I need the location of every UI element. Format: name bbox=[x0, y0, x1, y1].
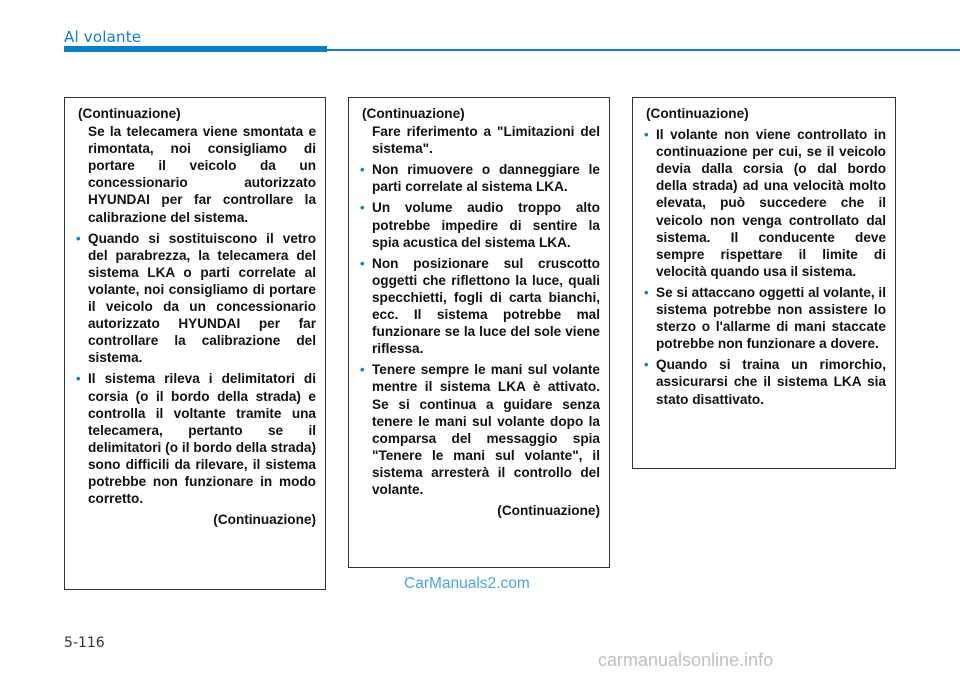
bullet-dot-icon: • bbox=[360, 200, 365, 216]
bullet-text: Non rimuovere o danneggiare le parti correlate al sistema LKA. bbox=[372, 162, 600, 195]
bullet-dot-icon: • bbox=[76, 371, 81, 387]
section-title: Al volante bbox=[64, 28, 142, 46]
bullet-dot-icon: • bbox=[360, 162, 365, 178]
bullet-dot-icon: • bbox=[644, 357, 649, 373]
bullet-text: Non posizionare sul cruscotto oggetti che riflettono la luce, quali specchietti, fogli di carta bianchi, ecc. Il sistema potrebbe mal funzionare se la luce del sole viene riflessa. bbox=[372, 255, 600, 357]
continued-from-label: (Continuazione) bbox=[362, 106, 465, 121]
bullet-text: Il volante non viene controllato in continuazione per cui, se il veicolo devia dalla corsia (o dal bordo della strada) ad una velocità molto elevata, può succedere che il veicolo non venga controllato dal sistema. Il conducente deve sempre rispettare il limite di velocità quando usa il sistema. bbox=[656, 127, 886, 279]
bullet-item bbox=[362, 161, 600, 195]
continues-label: (Continuazione) bbox=[213, 512, 316, 528]
bullet-text: Se si attaccano oggetti al volante, il sistema potrebbe non assistere lo sterzo o l'allarme di mani staccate potrebbe non funzionare a dovere. bbox=[656, 284, 886, 352]
warning-box-2 bbox=[348, 97, 610, 568]
page-number: 5-116 bbox=[64, 635, 105, 651]
bullet-item bbox=[78, 230, 316, 367]
bullet-item bbox=[362, 361, 600, 498]
bullet-dot-icon: • bbox=[644, 127, 649, 143]
continued-from-label: (Continuazione) bbox=[646, 106, 749, 121]
intro-paragraph: Fare riferimento a "Limitazioni del sistema". bbox=[372, 124, 600, 157]
intro-paragraph: Se la telecamera viene smontata e rimontata, noi consigliamo di portare il veicolo da un concessionario autorizzato HYUNDAI per far controllare la calibrazione del sistema. bbox=[88, 124, 316, 225]
continued-from-label: (Continuazione) bbox=[78, 106, 181, 121]
continues-label: (Continuazione) bbox=[497, 503, 600, 519]
bullet-text: Quando si traina un rimorchio, assicurarsi che il sistema LKA sia stato disattivato. bbox=[656, 357, 886, 407]
bullet-item bbox=[362, 255, 600, 358]
watermark-link[interactable]: CarManuals2.com bbox=[404, 575, 530, 592]
footer-watermark: carmanualsonline.info bbox=[598, 650, 774, 670]
bullet-text: Quando si sostituiscono il vetro del parabrezza, la telecamera del sistema LKA o parti correlate al volante, noi consigliamo di portare il veicolo da un concessionario autorizzato HYUNDAI per far controllare la calibrazione del sistema. bbox=[88, 230, 316, 366]
header-rule bbox=[327, 49, 960, 51]
bullet-dot-icon: • bbox=[360, 362, 365, 378]
bullet-item bbox=[362, 199, 600, 250]
bullet-item bbox=[646, 356, 886, 407]
bullet-text: Un volume audio troppo alto potrebbe impedire di sentire la spia acustica del sistema LKA. bbox=[372, 200, 600, 250]
bullet-dot-icon: • bbox=[360, 255, 365, 271]
bullet-item bbox=[78, 370, 316, 507]
bullet-text: Tenere sempre le mani sul volante mentre il sistema LKA è attivato. Se si continua a guidare senza tenere le mani sul volante dopo la comparsa del messaggio spia "Tenere le mani sul volante", il sistema arresterà il controllo del volante. bbox=[372, 362, 600, 497]
bullet-text: Il sistema rileva i delimitatori di corsia (o il bordo della strada) e controlla il voltante tramite una telecamera, pertanto se il delimitatori (o il bordo della strada) sono difficili da rilevare, il sistema potrebbe non funzionare in modo corretto. bbox=[88, 371, 316, 507]
bullet-dot-icon: • bbox=[76, 230, 81, 246]
warning-box-1 bbox=[64, 97, 326, 590]
bullet-item bbox=[646, 126, 886, 280]
bullet-item bbox=[646, 284, 886, 352]
bullet-dot-icon: • bbox=[644, 284, 649, 300]
warning-box-3 bbox=[632, 97, 896, 469]
header-bar-accent bbox=[64, 46, 327, 52]
